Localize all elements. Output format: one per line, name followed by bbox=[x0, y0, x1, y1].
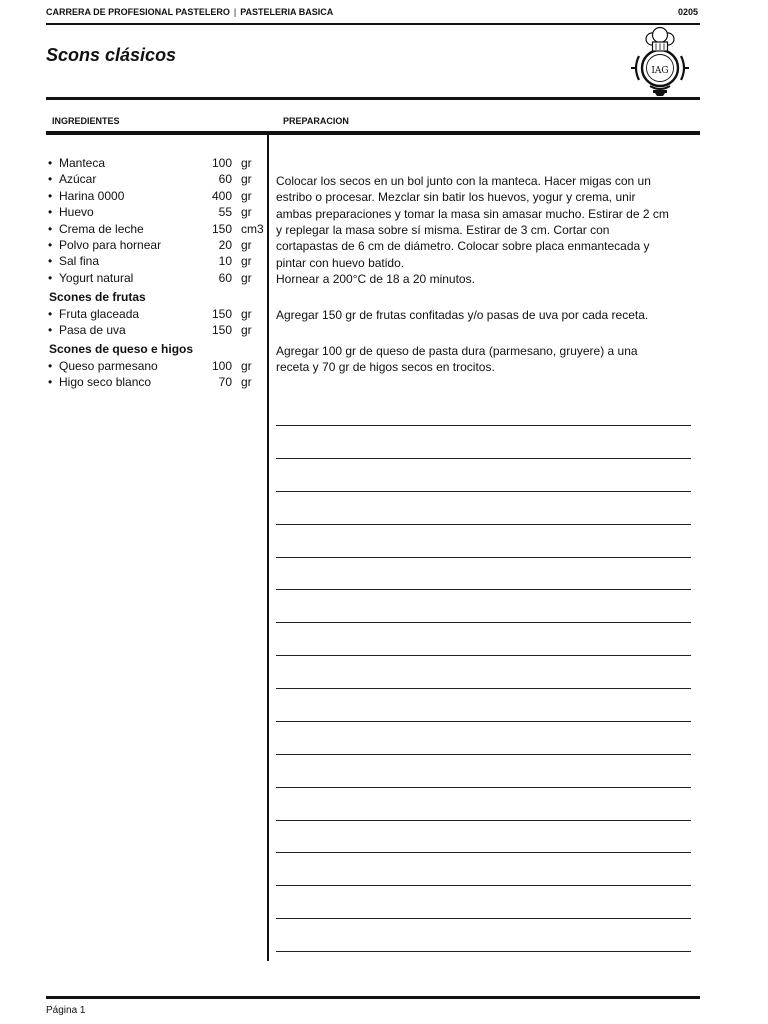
bullet-icon: • bbox=[48, 270, 53, 285]
recipe-title: Scons clásicos bbox=[46, 45, 177, 65]
column-divider bbox=[267, 135, 269, 961]
logo-text: IAG bbox=[651, 66, 669, 76]
ingredient-unit: gr bbox=[241, 358, 252, 373]
preparation-line: ambas preparaciones y tomar la masa sin amasar mucho. Estirar de 2 cm bbox=[276, 206, 669, 221]
ingredient-unit: gr bbox=[241, 375, 252, 390]
module-name: PASTELERIA BASICA bbox=[240, 7, 334, 17]
ingredient-amount: 60 bbox=[218, 270, 232, 285]
ingredient-name: Queso parmesano bbox=[59, 358, 158, 373]
recipe-code: 0205 bbox=[677, 7, 698, 17]
ingredient-amount: 60 bbox=[218, 172, 232, 187]
ingredient-name: Higo seco blanco bbox=[59, 375, 152, 390]
ingredient-amount: 100 bbox=[211, 358, 232, 373]
ingredient-unit: gr bbox=[241, 237, 252, 252]
bullet-icon: • bbox=[48, 156, 53, 170]
preparation-paragraph bbox=[276, 343, 700, 376]
ingredient-row bbox=[48, 204, 266, 220]
ingredient-group-heading: Scones de queso e higos bbox=[49, 342, 194, 357]
chef-hat-emblem-icon bbox=[631, 26, 689, 96]
ingredient-amount: 400 bbox=[211, 188, 232, 203]
note-line bbox=[276, 754, 691, 755]
note-line bbox=[276, 458, 691, 459]
note-line bbox=[276, 589, 691, 590]
bullet-icon: • bbox=[48, 237, 53, 252]
ingredient-row bbox=[48, 253, 266, 269]
ingredient-row bbox=[48, 171, 266, 187]
preparation-line: estribo o procesar. Mezclar sin batir los huevos, yogur y crema, unir bbox=[276, 190, 636, 205]
ingredient-amount: 100 bbox=[211, 156, 232, 170]
preparation-line: receta y 70 gr de higos secos en trocitos. bbox=[276, 360, 495, 375]
ingredient-group-heading: Scones de frutas bbox=[49, 290, 146, 305]
bullet-icon: • bbox=[48, 188, 53, 203]
preparation-line: Hornear a 200°C de 18 a 20 minutos. bbox=[276, 271, 475, 286]
preparation-line: cortapastas de 6 cm de diámetro. Colocar sobre placa enmantecada y bbox=[276, 239, 650, 254]
ingredient-name: Crema de leche bbox=[59, 221, 144, 236]
note-line bbox=[276, 918, 691, 919]
ingredient-amount: 70 bbox=[218, 375, 232, 390]
note-line bbox=[276, 688, 691, 689]
ingredient-unit: gr bbox=[241, 172, 252, 187]
ingredient-unit: gr bbox=[241, 205, 252, 220]
ingredient-name: Yogurt natural bbox=[59, 270, 134, 285]
note-line bbox=[276, 622, 691, 623]
bullet-icon: • bbox=[48, 358, 53, 373]
bullet-icon: • bbox=[48, 205, 53, 220]
ingredient-unit: gr bbox=[241, 254, 252, 269]
bullet-icon: • bbox=[48, 375, 53, 390]
ingredient-unit: gr bbox=[241, 270, 252, 285]
preparation-line: y replegar la masa sobre sí misma. Estirar de 3 cm. Cortar con bbox=[276, 222, 610, 237]
ingredient-amount: 150 bbox=[211, 306, 232, 321]
ingredient-row bbox=[48, 270, 266, 286]
note-line bbox=[276, 655, 691, 656]
ingredient-amount: 20 bbox=[218, 237, 232, 252]
ingredient-unit: cm3 bbox=[241, 221, 264, 236]
bullet-icon: • bbox=[48, 254, 53, 269]
ingredient-row bbox=[48, 322, 266, 338]
ingredient-name: Polvo para hornear bbox=[59, 237, 162, 252]
preparation-line: Colocar los secos en un bol junto con la manteca. Hacer migas con un bbox=[276, 174, 651, 188]
ingredient-row bbox=[48, 155, 266, 171]
bullet-icon: • bbox=[48, 322, 53, 337]
ingredient-row bbox=[48, 358, 266, 374]
note-line bbox=[276, 524, 691, 525]
bullet-icon: • bbox=[48, 221, 53, 236]
ingredients-column-header: INGREDIENTES bbox=[52, 116, 120, 126]
header-separator: | bbox=[233, 7, 237, 17]
note-line bbox=[276, 425, 691, 426]
note-line bbox=[276, 852, 691, 853]
column-header-rule bbox=[46, 131, 700, 135]
note-line bbox=[276, 721, 691, 722]
note-line bbox=[276, 820, 691, 821]
ingredient-unit: gr bbox=[241, 156, 252, 170]
ingredient-row bbox=[48, 374, 266, 390]
ingredient-unit: gr bbox=[241, 188, 252, 203]
note-line bbox=[276, 951, 691, 952]
bullet-icon: • bbox=[48, 306, 53, 321]
ingredient-name: Huevo bbox=[59, 205, 94, 220]
preparation-line: pintar con huevo batido. bbox=[276, 255, 405, 270]
footer-rule bbox=[46, 996, 700, 999]
ingredient-name: Fruta glaceada bbox=[59, 306, 140, 321]
ingredient-unit: gr bbox=[241, 322, 252, 337]
note-line bbox=[276, 557, 691, 558]
preparation-line: Agregar 100 gr de queso de pasta dura (parmesano, gruyere) a una bbox=[276, 344, 638, 358]
notes-area bbox=[276, 424, 691, 954]
preparation-line: Agregar 150 gr de frutas confitadas y/o pasas de uva por cada receta. bbox=[276, 307, 649, 322]
ingredient-amount: 10 bbox=[218, 254, 232, 269]
note-line bbox=[276, 787, 691, 788]
note-line bbox=[276, 885, 691, 886]
page-number: Página 1 bbox=[46, 1005, 86, 1016]
preparation-paragraph bbox=[276, 173, 700, 287]
ingredient-row bbox=[48, 306, 266, 322]
preparation-paragraph bbox=[276, 307, 700, 323]
ingredient-row bbox=[48, 221, 266, 237]
ingredient-name: Pasa de uva bbox=[59, 322, 126, 337]
ingredient-amount: 55 bbox=[218, 205, 232, 220]
ingredient-row bbox=[48, 237, 266, 253]
title-rule bbox=[46, 97, 700, 100]
ingredient-name: Manteca bbox=[59, 156, 106, 170]
ingredient-name: Sal fina bbox=[59, 254, 100, 269]
ingredient-amount: 150 bbox=[211, 221, 232, 236]
note-line bbox=[276, 491, 691, 492]
ingredient-name: Harina 0000 bbox=[59, 188, 125, 203]
ingredient-unit: gr bbox=[241, 306, 252, 321]
preparation-text bbox=[276, 173, 700, 376]
document-header bbox=[46, 5, 700, 19]
ingredients-list bbox=[48, 155, 266, 390]
bullet-icon: • bbox=[48, 172, 53, 187]
header-rule bbox=[46, 23, 700, 25]
ingredient-row bbox=[48, 188, 266, 204]
ingredient-amount: 150 bbox=[211, 322, 232, 337]
course-name: CARRERA DE PROFESIONAL PASTELERO bbox=[46, 7, 230, 17]
ingredient-name: Azúcar bbox=[59, 172, 97, 187]
preparation-column-header: PREPARACION bbox=[283, 116, 349, 126]
